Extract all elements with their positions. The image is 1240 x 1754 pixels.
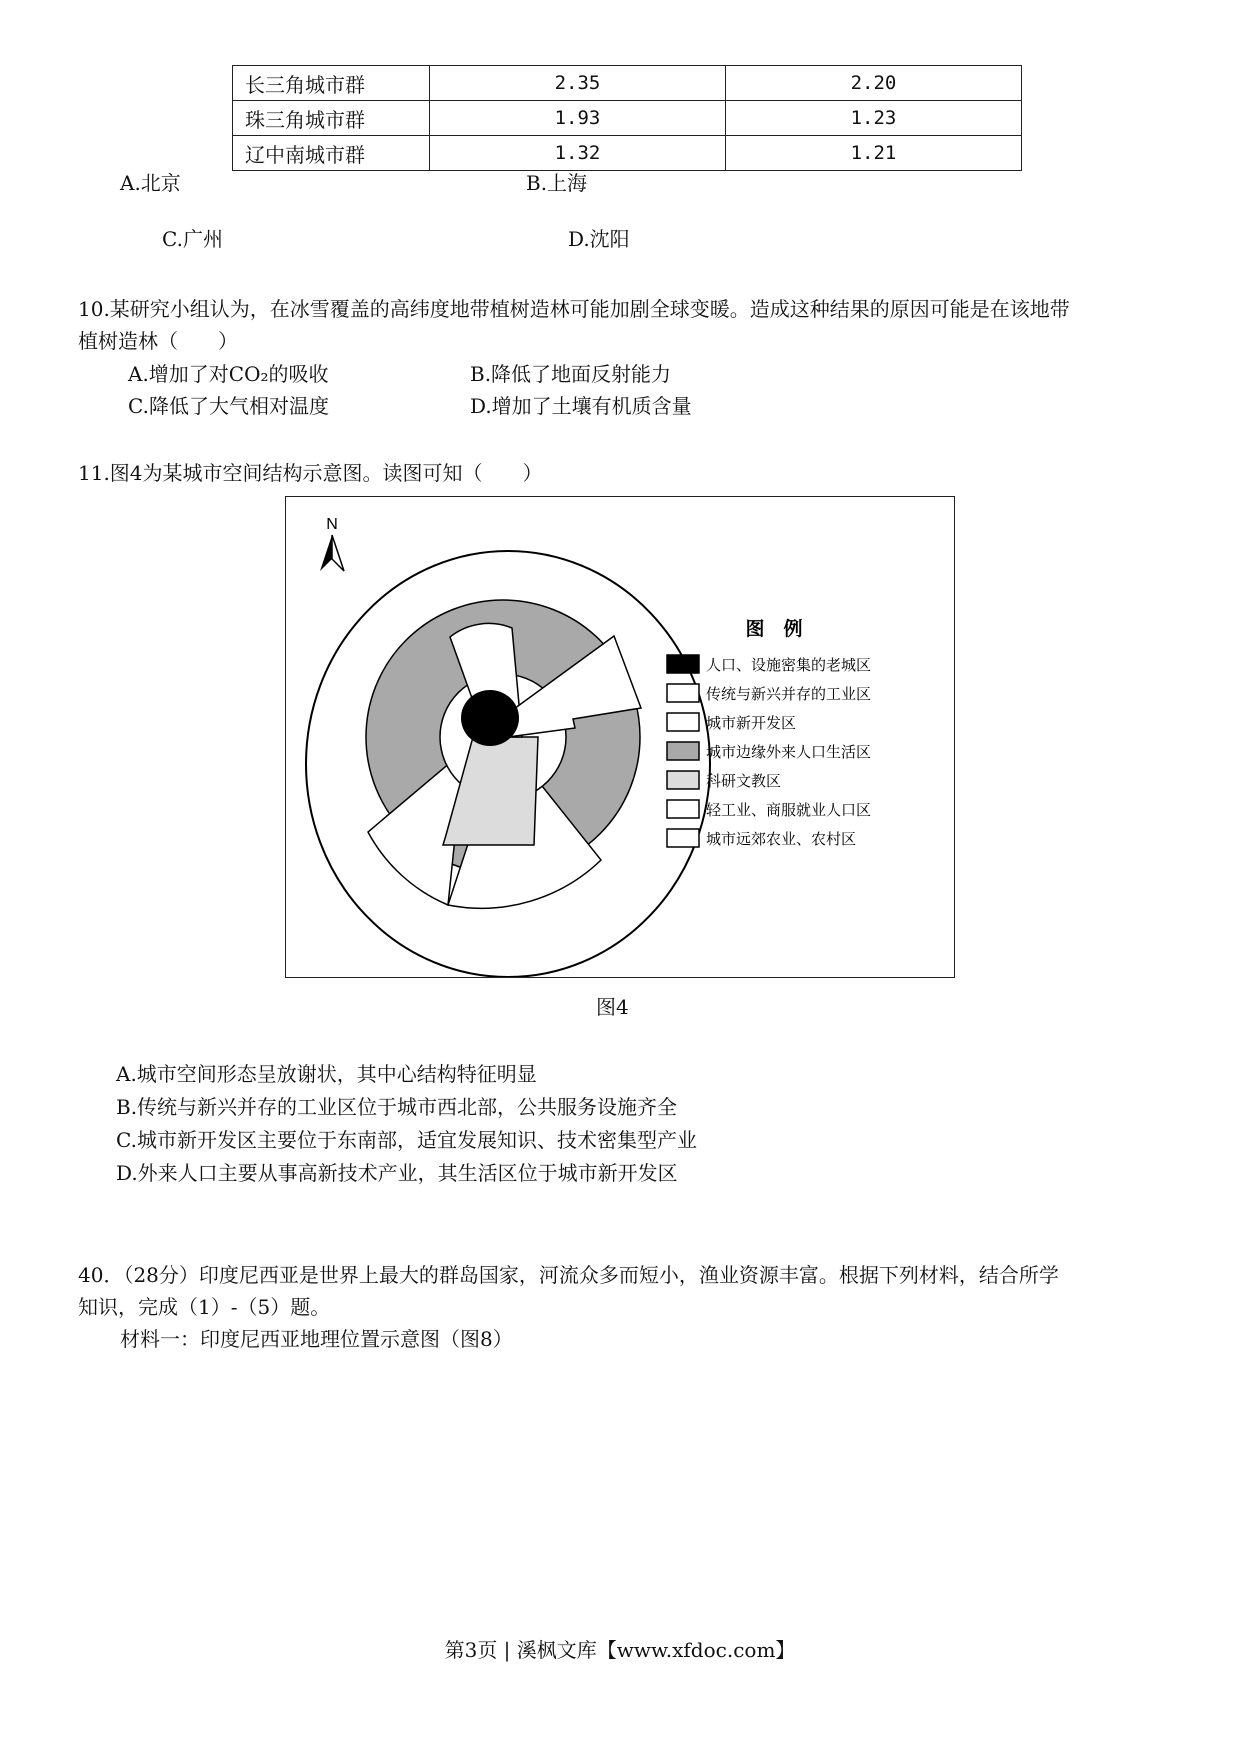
legend-swatch [667, 771, 699, 789]
table-row [233, 101, 1022, 136]
north-label: N [326, 516, 338, 533]
q40-stem-line1: 40．（28分）印度尼西亚是世界上最大的群岛国家，河流众多而短小，渔业资源丰富。根据下列材料，结合所学 [78, 1263, 1059, 1287]
table-cell: 1.32 [430, 136, 726, 171]
table-row [233, 66, 1022, 101]
q9-option-b: B.上海 [526, 171, 588, 195]
legend-swatch [667, 713, 699, 731]
q10-stem-line1: 10.某研究小组认为，在冰雪覆盖的高纬度地带植树造林可能加剧全球变暖。造成这种结果的原因可能是在该地带 [78, 297, 1070, 321]
table-cell: 珠三角城市群 [233, 101, 430, 136]
legend-label: 科研文教区 [706, 772, 782, 790]
page-footer: 第3页 | 溪枫文库【www.xfdoc.com】 [444, 1638, 796, 1662]
q10-option-a: A.增加了对CO₂的吸收 [128, 362, 329, 386]
legend-label: 传统与新兴并存的工业区 [706, 685, 872, 703]
legend-label: 城市远郊农业、农村区 [706, 830, 857, 848]
q11-option-b: B.传统与新兴并存的工业区位于城市西北部，公共服务设施齐全 [116, 1095, 678, 1119]
q11-option-a: A.城市空间形态呈放谢状，其中心结构特征明显 [116, 1062, 537, 1086]
q10-option-b: B.降低了地面反射能力 [470, 362, 672, 386]
q10-option-c: C.降低了大气相对温度 [128, 394, 329, 418]
q11-stem: 11.图4为某城市空间结构示意图。读图可知（ ） [78, 461, 543, 485]
city-cluster-table [232, 65, 1022, 171]
q9-option-a: A.北京 [120, 171, 181, 195]
q10-stem-line2: 植树造林（ ） [78, 329, 238, 353]
old-town-core [461, 690, 519, 746]
figure-caption: 图4 [596, 995, 629, 1019]
q40-material-one: 材料一：印度尼西亚地理位置示意图（图8） [120, 1327, 513, 1351]
legend-label: 城市新开发区 [706, 714, 797, 732]
table-cell: 2.20 [726, 66, 1022, 101]
legend-swatch [667, 655, 699, 673]
legend-label: 轻工业、商服就业人口区 [706, 801, 872, 819]
q9-option-c: C.广州 [162, 227, 223, 251]
table-cell: 1.23 [726, 101, 1022, 136]
q10-option-d: D.增加了土壤有机质含量 [470, 394, 692, 418]
city-structure-figure [285, 496, 955, 978]
legend-swatch [667, 684, 699, 702]
q11-option-c: C.城市新开发区主要位于东南部，适宜发展知识、技术密集型产业 [116, 1128, 697, 1152]
north-arrow-icon [320, 535, 344, 571]
legend-swatch [667, 742, 699, 760]
q9-option-d: D.沈阳 [568, 227, 630, 251]
table-cell: 辽中南城市群 [233, 136, 430, 171]
table-cell: 1.93 [430, 101, 726, 136]
legend-swatch [667, 829, 699, 847]
legend-title: 图 例 [745, 618, 803, 640]
legend-label: 人口、设施密集的老城区 [706, 656, 872, 674]
table-cell: 2.35 [430, 66, 726, 101]
legend-label: 城市边缘外来人口生活区 [706, 743, 872, 761]
table-cell: 长三角城市群 [233, 66, 430, 101]
q11-option-d: D.外来人口主要从事高新技术产业，其生活区位于城市新开发区 [116, 1161, 678, 1185]
q40-stem-line2: 知识，完成（1）-（5）题。 [78, 1295, 331, 1319]
city-structure-diagram [286, 497, 954, 977]
legend-swatch [667, 800, 699, 818]
table-cell: 1.21 [726, 136, 1022, 171]
table-row [233, 136, 1022, 171]
